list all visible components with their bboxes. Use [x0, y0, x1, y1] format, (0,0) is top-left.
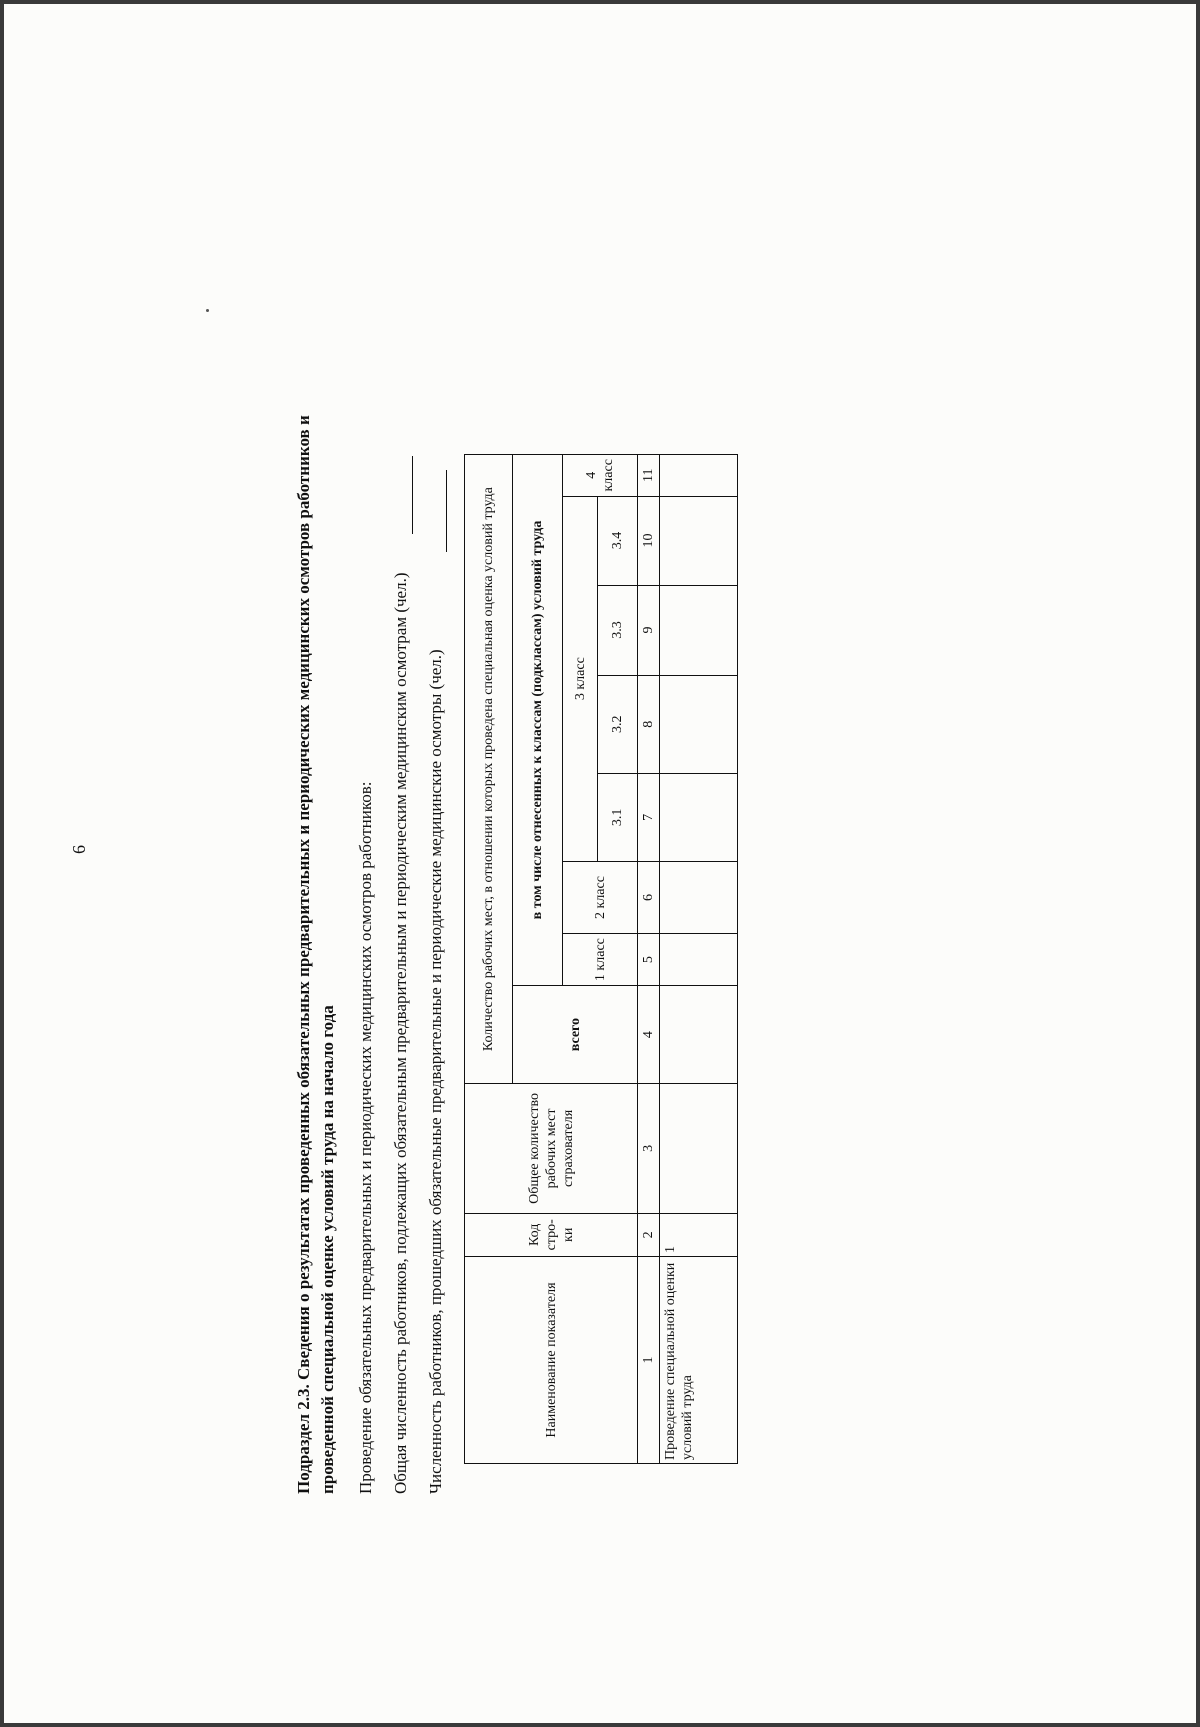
cell-total-places[interactable]: [660, 1084, 738, 1213]
header-class-2: 2 класс: [563, 861, 638, 933]
cell-sub-3-2[interactable]: [660, 675, 738, 773]
rotated-content: [69, 364, 1174, 1564]
sout-table: [464, 454, 738, 1464]
header-class-1: 1 класс: [563, 934, 638, 986]
cell-class-2[interactable]: [660, 861, 738, 933]
cell-all[interactable]: [660, 985, 738, 1083]
document-page: [4, 4, 1196, 1723]
header-total-places: Общее количество рабочих мест страхователя: [465, 1084, 638, 1213]
header-sub-3-1: 3.1: [598, 773, 638, 861]
header-sout-group: Количество рабочих мест, в отношении которых проведена специальная оценка условий труда: [465, 455, 513, 1084]
header-sub-3-3: 3.3: [598, 585, 638, 675]
col-number: 5: [638, 934, 660, 986]
header-all: всего: [513, 985, 638, 1083]
header-sub-3-4: 3.4: [598, 496, 638, 585]
col-number: 3: [638, 1084, 660, 1213]
cell-class-1[interactable]: [660, 934, 738, 986]
cell-sub-3-4[interactable]: [660, 496, 738, 585]
col-number: 7: [638, 773, 660, 861]
header-class-3: 3 класс: [563, 496, 598, 861]
header-class-4: 4 класс: [563, 455, 638, 497]
cell-sub-3-1[interactable]: [660, 773, 738, 861]
header-sub-3-2: 3.2: [598, 675, 638, 773]
col-number: 10: [638, 496, 660, 585]
col-number: 4: [638, 985, 660, 1083]
scan-speck: [206, 309, 209, 312]
row-code: 1: [660, 1213, 738, 1256]
col-number: 9: [638, 585, 660, 675]
col-number: 1: [638, 1257, 660, 1464]
row-indicator-name: Проведение специальной оценки условий труда: [660, 1257, 738, 1464]
fill-in-line-examined-workers[interactable]: [446, 470, 447, 552]
page-number: 6: [69, 845, 89, 854]
col-number: 11: [638, 455, 660, 497]
col-number: 6: [638, 861, 660, 933]
table-row: [660, 455, 738, 1464]
header-classes-subgroup: в том числе отнесенных к классам (подклассам) условий труда: [513, 455, 563, 986]
col-number: 2: [638, 1213, 660, 1256]
cell-sub-3-3[interactable]: [660, 585, 738, 675]
header-indicator-name: Наименование показателя: [465, 1257, 638, 1464]
text-line-total-workers: Общая численность работников, подлежащих обязательным предварительным и периодическим медицинским осмотрам (чел.): [391, 572, 410, 1494]
text-line-examined-workers: Численность работников, прошедших обязательные предварительные и периодические медицинские осмотры (чел.): [426, 649, 445, 1494]
col-number: 8: [638, 675, 660, 773]
cell-class-4[interactable]: [660, 455, 738, 497]
text-line-medical-exams: Проведение обязательных предварительных и периодических медицинских осмотров работников:: [356, 781, 375, 1494]
fill-in-line-total-workers[interactable]: [412, 456, 413, 534]
header-line-code: Код стро-ки: [465, 1213, 638, 1256]
section-title: Подраздел 2.3. Сведения о результатах проведенных обязательных предварительных и периодических медицинских осмотров работников и проведенной специальной оценке условий труда на начало года: [294, 415, 337, 1494]
